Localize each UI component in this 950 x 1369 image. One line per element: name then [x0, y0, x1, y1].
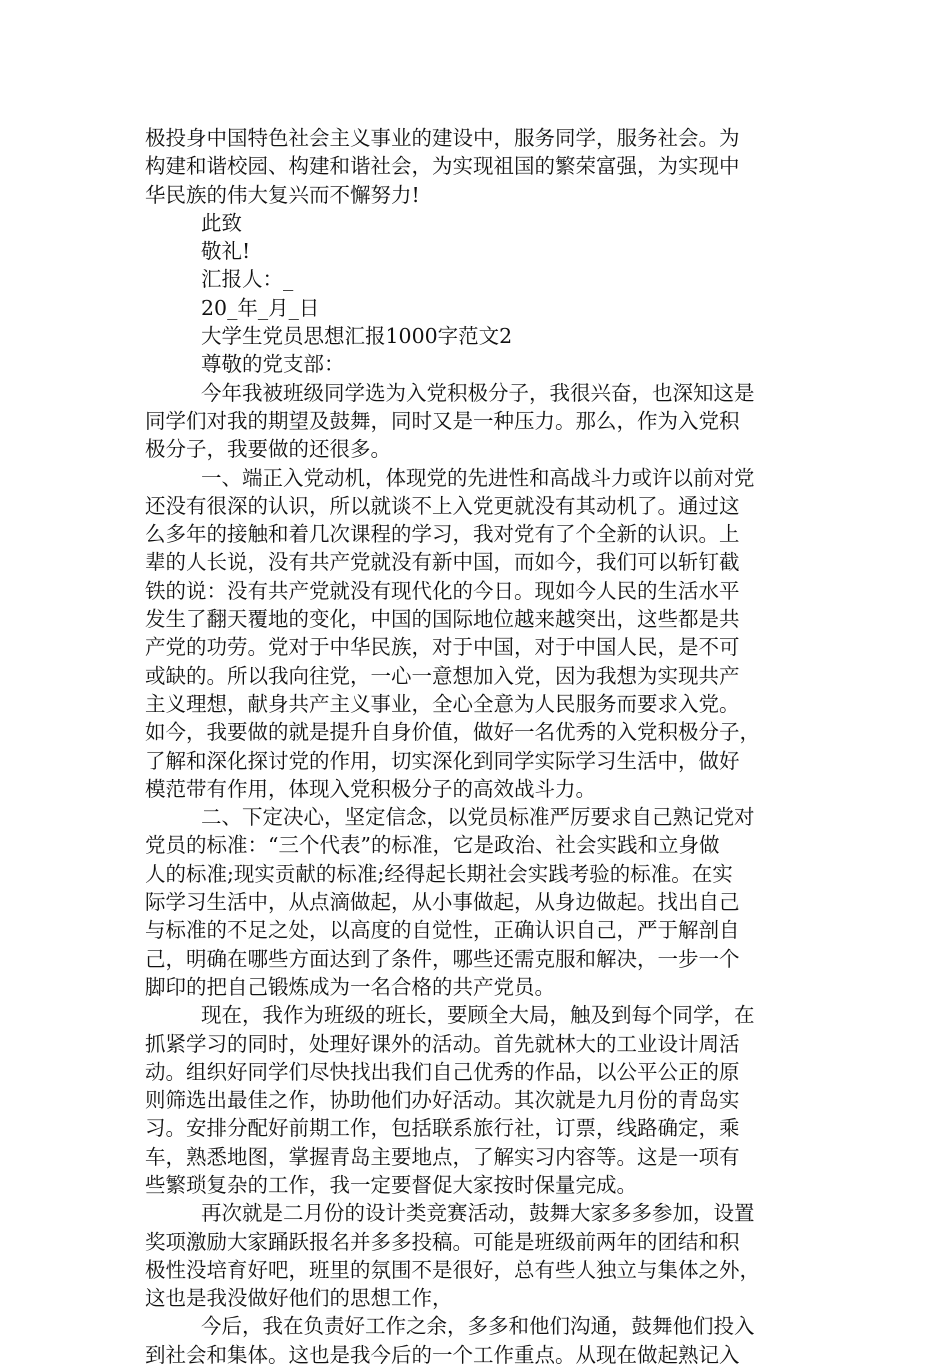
text-line: 脚印的把自己锻炼成为一名合格的共产党员。 [145, 974, 555, 999]
text-line: 汇报人：_ [201, 267, 294, 292]
text-line: 铁的说：没有共产党就没有现代化的今日。现如今人民的生活水平 [145, 578, 740, 603]
text-line: 二、下定决心，坚定信念，以党员标准严厉要求自己熟记党对 [201, 805, 755, 830]
text-line: 再次就是二月份的设计类竞赛活动，鼓舞大家多多参加，设置 [201, 1201, 755, 1226]
text-line: 同学们对我的期望及鼓舞，同时又是一种压力。那么，作为入党积 [145, 408, 740, 433]
text-line: 则筛选出最佳之作，协助他们办好活动。其次就是九月份的青岛实 [145, 1088, 740, 1113]
text-line: 一、端正入党动机，体现党的先进性和高战斗力或许以前对党 [201, 465, 755, 490]
text-line: 车，熟悉地图，掌握青岛主要地点，了解实习内容等。这是一项有 [145, 1144, 740, 1169]
document-body [145, 124, 825, 1369]
text-line: 了解和深化探讨党的作用，切实深化到同学实际学习生活中，做好 [145, 748, 740, 773]
text-line: 动。组织好同学们尽快找出我们自己优秀的作品，以公平公正的原 [145, 1059, 740, 1084]
text-line: 构建和谐校园、构建和谐社会，为实现祖国的繁荣富强，为实现中 [145, 154, 740, 179]
text-line: 奖项激励大家踊跃报名并多多投稿。可能是班级前两年的团结和积 [145, 1229, 740, 1254]
text-line: 与标准的不足之处，以高度的自觉性，正确认识自己，严于解剖自 [145, 918, 740, 943]
text-line: 主义理想，献身共产主义事业，全心全意为人民服务而要求入党。 [145, 691, 740, 716]
text-line: 敬礼! [201, 239, 251, 264]
text-line: 抓紧学习的同时，处理好课外的活动。首先就林大的工业设计周活 [145, 1031, 740, 1056]
text-line: 极性没培育好吧，班里的氛围不是很好，总有些人独立与集体之外， [145, 1257, 760, 1282]
text-line: 发生了翻天覆地的变化，中国的国际地位越来越突出，这些都是共 [145, 607, 740, 632]
text-line: 么多年的接触和着几次课程的学习，我对党有了个全新的认识。上 [145, 522, 740, 547]
text-line: 极分子，我要做的还很多。 [145, 437, 391, 462]
text-line: 习。安排分配好前期工作，包括联系旅行社，订票，线路确定，乘 [145, 1116, 740, 1141]
text-line: 这也是我没做好他们的思想工作， [145, 1286, 453, 1311]
text-line: 今后，我在负责好工作之余，多多和他们沟通，鼓舞他们投入 [201, 1314, 755, 1339]
text-line: 产党的功劳。党对于中华民族，对于中国，对于中国人民，是不可 [145, 635, 740, 660]
text-line: 尊敬的党支部： [201, 352, 345, 377]
text-line: 际学习生活中，从点滴做起，从小事做起，从身边做起。找出自己 [145, 890, 740, 915]
text-line: 人的标准;现实贡献的标准;经得起长期社会实践考验的标准。在实 [145, 861, 733, 886]
text-line: 大学生党员思想汇报1000字范文2 [201, 324, 513, 349]
text-line: 华民族的伟大复兴而不懈努力! [145, 182, 420, 207]
text-line: 20_年_月_日 [201, 295, 320, 320]
text-line: 如今，我要做的就是提升自身价值，做好一名优秀的入党积极分子， [145, 720, 760, 745]
text-line: 辈的人长说，没有共产党就没有新中国，而如今，我们可以斩钉截 [145, 550, 740, 575]
text-line: 极投身中国特色社会主义事业的建设中，服务同学，服务社会。为 [145, 126, 740, 150]
text-line: 党员的标准：“三个代表”的标准，它是政治、社会实践和立身做 [145, 833, 720, 858]
text-line: 己，明确在哪些方面达到了条件，哪些还需克服和解决，一步一个 [145, 946, 740, 971]
text-line: 模范带有作用，体现入党积极分子的高效战斗力。 [145, 776, 596, 801]
text-line: 到社会和集体。这也是我今后的一个工作重点。从现在做起熟记入 [145, 1342, 740, 1367]
text-line: 或缺的。所以我向往党，一心一意想加入党，因为我想为实现共产 [145, 663, 740, 688]
text-line: 还没有很深的认识，所以就谈不上入党更就没有其动机了。通过这 [145, 493, 740, 518]
text-line: 此致 [201, 210, 242, 235]
text-line: 今年我被班级同学选为入党积极分子，我很兴奋，也深知这是 [201, 380, 755, 405]
text-line: 些繁琐复杂的工作，我一定要督促大家按时保量完成。 [145, 1172, 637, 1197]
text-line: 现在，我作为班级的班长，要顾全大局，触及到每个同学，在 [201, 1003, 755, 1028]
